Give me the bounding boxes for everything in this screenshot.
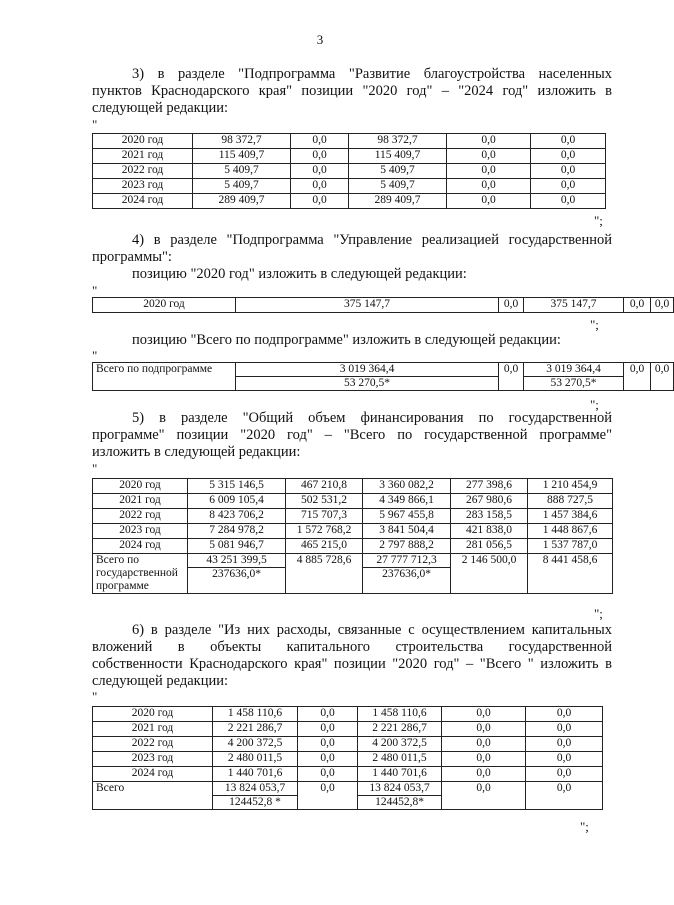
year-cell: 2020 год xyxy=(93,134,193,149)
reg-cell: 375 147,7 xyxy=(524,298,624,313)
fed-cell: 467 210,8 xyxy=(286,479,363,494)
ext-cell: 888 727,5 xyxy=(528,494,613,509)
reg-cell: 2 480 011,5 xyxy=(358,752,442,767)
item6-line-2: вложений в объекты капитального строительства государственной xyxy=(92,639,612,655)
fed-cell: 0,0 xyxy=(291,149,349,164)
item3-line-3: следующей редакции: xyxy=(92,100,229,116)
item5-close-quote: "; xyxy=(594,606,603,621)
reg-cell: 5 967 455,8 xyxy=(363,509,451,524)
item6-text xyxy=(92,622,612,690)
ext-cell: 0,0 xyxy=(531,134,606,149)
year-cell: 2024 год xyxy=(93,539,188,554)
ext-cell: 0,0 xyxy=(526,767,603,782)
ext-cell: 0,0 xyxy=(526,707,603,722)
item4-position-total-text: позицию "Всего по подпрограмме" изложить в следующей редакции: xyxy=(132,332,561,348)
ext-cell: 0,0 xyxy=(651,298,674,313)
ext-cell: 1 537 787,0 xyxy=(528,539,613,554)
total-cell: 5 081 946,7 xyxy=(188,539,286,554)
year-cell: 2022 год xyxy=(93,737,213,752)
mun-cell: 0,0 xyxy=(442,767,526,782)
total-cell: 3 019 364,4 53 270,5* xyxy=(236,363,499,391)
total-cell: 5 315 146,5 xyxy=(188,479,286,494)
total-cell: 13 824 053,7 124452,8 * xyxy=(213,782,298,810)
total-cell: 2 221 286,7 xyxy=(213,722,298,737)
mun-cell: 283 158,5 xyxy=(451,509,528,524)
item3-line-1: 3) в разделе "Подпрограмма "Развитие благоустройства населенных xyxy=(132,66,612,82)
item3-table xyxy=(92,133,606,209)
ext-cell: 0,0 xyxy=(526,737,603,752)
ext-cell: 0,0 xyxy=(531,149,606,164)
item6-line-1: 6) в разделе "Из них расходы, связанные с осуществлением капитальных xyxy=(132,622,612,638)
table-row-total xyxy=(93,782,603,810)
table-row-total xyxy=(93,554,613,594)
ext-cell: 0,0 xyxy=(531,179,606,194)
table-row xyxy=(93,524,613,539)
table-row xyxy=(93,149,606,164)
mun-cell: 0,0 xyxy=(624,298,651,313)
year-cell: 2022 год xyxy=(93,509,188,524)
year-cell: 2024 год xyxy=(93,194,193,209)
item6-line-4: следующей редакции: xyxy=(92,673,229,689)
ext-cell: 8 441 458,6 xyxy=(528,554,613,594)
year-cell: 2022 год xyxy=(93,164,193,179)
item5-line-3: изложить в следующей редакции: xyxy=(92,444,301,460)
mun-cell: 0,0 xyxy=(447,164,531,179)
year-cell: 2021 год xyxy=(93,149,193,164)
reg-cell: 13 824 053,7 124452,8* xyxy=(358,782,442,810)
label-cell: Всего по подпрограмме xyxy=(93,363,236,391)
total-cell: 1 440 701,6 xyxy=(213,767,298,782)
mun-cell: 267 980,6 xyxy=(451,494,528,509)
table-row xyxy=(93,363,674,391)
item4-position-2020-text: позицию "2020 год" изложить в следующей редакции: xyxy=(132,266,467,282)
mun-cell: 0,0 xyxy=(442,782,526,810)
mun-cell: 0,0 xyxy=(447,179,531,194)
item6-close-quote: "; xyxy=(580,819,589,834)
reg-cell: 5 409,7 xyxy=(349,164,447,179)
table-row xyxy=(93,707,603,722)
mun-cell: 2 146 500,0 xyxy=(451,554,528,594)
year-cell: 2020 год xyxy=(93,479,188,494)
table-row xyxy=(93,298,674,313)
year-cell: 2023 год xyxy=(93,524,188,539)
mun-cell: 0,0 xyxy=(447,149,531,164)
item4-table-total xyxy=(92,362,674,391)
fed-cell: 465 215,0 xyxy=(286,539,363,554)
table-row xyxy=(93,164,606,179)
item5-text xyxy=(92,410,612,461)
item4-open-quote-2: " xyxy=(92,348,98,363)
total-cell: 6 009 105,4 xyxy=(188,494,286,509)
ext-cell: 0,0 xyxy=(531,194,606,209)
item4-line-2: программы": xyxy=(92,249,172,265)
page-number: 3 xyxy=(316,32,324,47)
total-cell: 7 284 978,2 xyxy=(188,524,286,539)
fed-cell: 0,0 xyxy=(291,194,349,209)
item4-table-2020 xyxy=(92,297,674,313)
item4-close-quote-2: "; xyxy=(590,397,599,412)
ext-cell: 1 448 867,6 xyxy=(528,524,613,539)
year-cell: 2020 год xyxy=(93,707,213,722)
year-cell: 2021 год xyxy=(93,722,213,737)
table-row xyxy=(93,509,613,524)
total-cell: 43 251 399,5 237636,0* xyxy=(188,554,286,594)
ext-cell: 0,0 xyxy=(531,164,606,179)
reg-cell: 3 841 504,4 xyxy=(363,524,451,539)
year-cell: 2023 год xyxy=(93,179,193,194)
item6-line-3: собственности Краснодарского края" позиции "2020 год" – "Всего " изложить в xyxy=(92,656,612,672)
total-cell: 5 409,7 xyxy=(193,179,291,194)
reg-cell: 4 349 866,1 xyxy=(363,494,451,509)
mun-cell: 0,0 xyxy=(442,707,526,722)
item3-line-2: пунктов Краснодарского края" позиции "2020 год" – "2024 год" изложить в xyxy=(92,83,612,99)
item3-text xyxy=(92,66,612,117)
total-cell: 289 409,7 xyxy=(193,194,291,209)
item3-close-quote: "; xyxy=(594,213,603,228)
table-row xyxy=(93,494,613,509)
reg-cell: 3 019 364,4 53 270,5* xyxy=(524,363,624,391)
fed-cell: 0,0 xyxy=(298,782,358,810)
table-row xyxy=(93,722,603,737)
table-row xyxy=(93,737,603,752)
table-row xyxy=(93,539,613,554)
mun-cell: 421 838,0 xyxy=(451,524,528,539)
table-row xyxy=(93,134,606,149)
reg-cell: 1 440 701,6 xyxy=(358,767,442,782)
total-cell: 115 409,7 xyxy=(193,149,291,164)
reg-cell: 115 409,7 xyxy=(349,149,447,164)
table-row xyxy=(93,479,613,494)
ext-cell: 0,0 xyxy=(526,722,603,737)
mun-cell: 0,0 xyxy=(442,737,526,752)
item6-table xyxy=(92,706,603,810)
fed-cell: 0,0 xyxy=(298,767,358,782)
reg-cell: 27 777 712,3 237636,0* xyxy=(363,554,451,594)
total-cell: 2 480 011,5 xyxy=(213,752,298,767)
year-cell: 2024 год xyxy=(93,767,213,782)
table-row xyxy=(93,767,603,782)
ext-cell: 0,0 xyxy=(651,363,674,391)
reg-cell: 2 797 888,2 xyxy=(363,539,451,554)
mun-cell: 0,0 xyxy=(624,363,651,391)
fed-cell: 0,0 xyxy=(298,752,358,767)
table-row xyxy=(93,194,606,209)
fed-cell: 0,0 xyxy=(298,737,358,752)
fed-cell: 1 572 768,2 xyxy=(286,524,363,539)
total-cell: 98 372,7 xyxy=(193,134,291,149)
mun-cell: 277 398,6 xyxy=(451,479,528,494)
item5-line-2: программе" позиции "2020 год" – "Всего по государственной программе" xyxy=(92,427,612,443)
table-row xyxy=(93,752,603,767)
table-row xyxy=(93,179,606,194)
fed-cell: 0,0 xyxy=(298,707,358,722)
year-cell: 2020 год xyxy=(93,298,236,313)
total-cell: 4 200 372,5 xyxy=(213,737,298,752)
item4-line-1: 4) в разделе "Подпрограмма "Управление реализацией государственной xyxy=(132,232,612,248)
item5-table xyxy=(92,478,613,594)
ext-cell: 1 210 454,9 xyxy=(528,479,613,494)
total-cell: 1 458 110,6 xyxy=(213,707,298,722)
item4-open-quote-1: " xyxy=(92,283,98,298)
reg-cell: 3 360 082,2 xyxy=(363,479,451,494)
item4-close-quote-1: "; xyxy=(590,317,599,332)
label-cell: Всего по государственной программе xyxy=(93,554,188,594)
mun-cell: 0,0 xyxy=(442,722,526,737)
fed-cell: 0,0 xyxy=(499,298,524,313)
fed-cell: 715 707,3 xyxy=(286,509,363,524)
reg-cell: 2 221 286,7 xyxy=(358,722,442,737)
year-cell: 2023 год xyxy=(93,752,213,767)
total-cell: 8 423 706,2 xyxy=(188,509,286,524)
fed-cell: 0,0 xyxy=(291,164,349,179)
fed-cell: 0,0 xyxy=(291,179,349,194)
year-cell: 2021 год xyxy=(93,494,188,509)
fed-cell: 0,0 xyxy=(499,363,524,391)
ext-cell: 1 457 384,6 xyxy=(528,509,613,524)
mun-cell: 0,0 xyxy=(447,134,531,149)
mun-cell: 281 056,5 xyxy=(451,539,528,554)
item4-text xyxy=(92,232,612,266)
ext-cell: 0,0 xyxy=(526,782,603,810)
item3-open-quote: " xyxy=(92,117,98,132)
total-cell: 375 147,7 xyxy=(236,298,499,313)
reg-cell: 289 409,7 xyxy=(349,194,447,209)
mun-cell: 0,0 xyxy=(447,194,531,209)
fed-cell: 0,0 xyxy=(298,722,358,737)
fed-cell: 4 885 728,6 xyxy=(286,554,363,594)
item5-line-1: 5) в разделе "Общий объем финансирования по государственной xyxy=(132,410,612,426)
item5-open-quote: " xyxy=(92,461,98,476)
mun-cell: 0,0 xyxy=(442,752,526,767)
label-cell: Всего xyxy=(93,782,213,810)
fed-cell: 502 531,2 xyxy=(286,494,363,509)
fed-cell: 0,0 xyxy=(291,134,349,149)
reg-cell: 5 409,7 xyxy=(349,179,447,194)
item6-open-quote: " xyxy=(92,689,98,704)
total-cell: 5 409,7 xyxy=(193,164,291,179)
ext-cell: 0,0 xyxy=(526,752,603,767)
reg-cell: 1 458 110,6 xyxy=(358,707,442,722)
reg-cell: 98 372,7 xyxy=(349,134,447,149)
reg-cell: 4 200 372,5 xyxy=(358,737,442,752)
